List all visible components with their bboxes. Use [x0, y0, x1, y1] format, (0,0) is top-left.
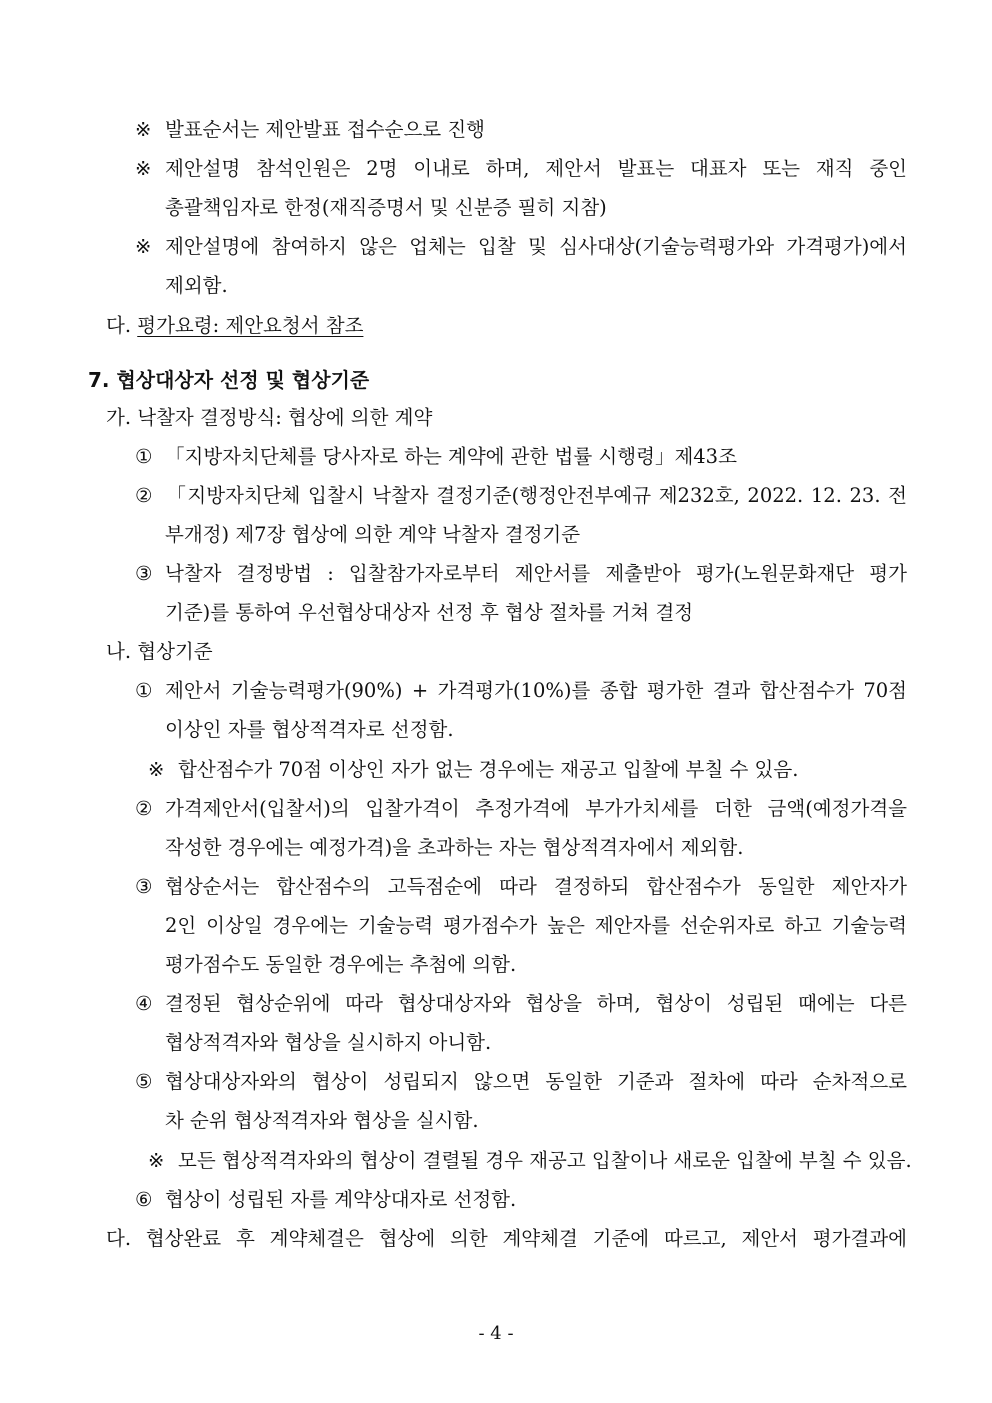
item-2-cont: 부개정) 제7장 협상에 의한 계약 낙찰자 결정기준 [165, 523, 581, 546]
note-presentation-order [135, 116, 485, 144]
reference-mark: ※ [148, 758, 165, 781]
page-number: - 4 - [478, 1323, 514, 1344]
note-text: 합산점수가 70점 이상인 자가 없는 경우에는 재공고 입찰에 부칠 수 있음. [178, 758, 799, 781]
item-text: 「지방자치단체 입찰시 낙찰자 결정기준(행정안전부예규 제232호, 2022. 12. 23. 전 [165, 484, 907, 507]
note-attendees-cont [165, 194, 607, 222]
subsection-prefix: 다. [106, 314, 138, 337]
item-text: 낙찰자 결정방법 : 입찰참가자로부터 제안서를 제출받아 평가(노원문화재단 평가 [165, 562, 907, 585]
item-number: ② [135, 797, 153, 820]
item-number: ③ [135, 875, 153, 898]
reference-mark: ※ [135, 118, 152, 141]
note-text: 제안설명 참석인원은 2명 이내로 하며, 제안서 발표는 대표자 또는 재직 중인 [165, 157, 907, 180]
criteria-3 [135, 873, 907, 901]
criteria-3-cont: 2인 이상일 경우에는 기술능력 평가점수가 높은 제안자를 선순위자로 하고 기술능력 [165, 914, 907, 937]
subsection-contract-conclusion: 다. 협상완료 후 계약체결은 협상에 의한 계약체결 기준에 따르고, 제안서 평가결과에 [106, 1227, 907, 1250]
criteria-6 [135, 1186, 516, 1214]
item-text: 가격제안서(입찰서)의 입찰가격이 추정가격에 부가가치세를 더한 금액(예정가격을 [165, 797, 907, 820]
item-text: 「지방자치단체를 당사자로 하는 계약에 관한 법률 시행령」제43조 [165, 445, 737, 468]
evaluation-reference: 평가요령: 제안요청서 참조 [137, 314, 364, 337]
subsection-negotiation-criteria: 나. 협상기준 [106, 640, 213, 663]
reference-mark: ※ [148, 1149, 165, 1172]
criteria-2-cont: 작성한 경우에는 예정가격)을 초과하는 자는 협상적격자에서 제외함. [165, 836, 744, 859]
criteria-4-cont: 협상적격자와 협상을 실시하지 아니함. [165, 1031, 492, 1054]
criteria-5 [135, 1068, 907, 1096]
criteria-1-cont: 이상인 자를 협상적격자로 선정함. [165, 718, 454, 741]
item-3-cont: 기준)를 통하여 우선협상대상자 선정 후 협상 절차를 거쳐 결정 [165, 601, 694, 624]
criteria-5-cont: 차 순위 협상적격자와 협상을 실시함. [165, 1109, 479, 1132]
item-number: ④ [135, 992, 153, 1015]
item-text: 결정된 협상순위에 따라 협상대상자와 협상을 하며, 협상이 성립된 때에는 다른 [165, 992, 907, 1015]
note-exclusion-cont [165, 272, 228, 300]
criteria-4 [135, 990, 907, 1018]
section-heading-7: 7. 협상대상자 선정 및 협상기준 [88, 368, 370, 392]
criteria-note-reannounce [148, 756, 798, 784]
note-text: 제외함. [165, 274, 228, 297]
note-text: 모든 협상적격자와의 협상이 결렬될 경우 재공고 입찰이나 새로운 입찰에 부칠 수 있음. [178, 1149, 912, 1172]
item-text: 제안서 기술능력평가(90%) + 가격평가(10%)를 종합 평가한 결과 합산점수가 70점 [165, 679, 907, 702]
note-attendees [135, 155, 907, 183]
item-number: ⑥ [135, 1188, 153, 1211]
criteria-3-cont2: 평가점수도 동일한 경우에는 추첨에 의함. [165, 953, 517, 976]
criteria-2 [135, 795, 907, 823]
item-1 [135, 443, 737, 471]
item-text: 협상대상자와의 협상이 성립되지 않으면 동일한 기준과 절차에 따라 순차적으로 [165, 1070, 907, 1093]
item-number: ⑤ [135, 1070, 153, 1093]
item-2 [135, 482, 907, 510]
note-text: 총괄책임자로 한정(재직증명서 및 신분증 필히 지참) [165, 196, 607, 219]
subsection-evaluation [106, 312, 363, 340]
criteria-note-breakdown [148, 1147, 912, 1175]
note-text: 제안설명에 참여하지 않은 업체는 입찰 및 심사대상(기술능력평가와 가격평가)에서 [165, 235, 907, 258]
reference-mark: ※ [135, 235, 152, 258]
subsection-award-method: 가. 낙찰자 결정방식: 협상에 의한 계약 [106, 406, 433, 429]
item-text: 협상이 성립된 자를 계약상대자로 선정함. [165, 1188, 517, 1211]
item-text: 협상순서는 합산점수의 고득점순에 따라 결정하되 합산점수가 동일한 제안자가 [165, 875, 907, 898]
reference-mark: ※ [135, 157, 152, 180]
note-exclusion [135, 233, 907, 261]
item-number: ① [135, 445, 153, 468]
criteria-1 [135, 677, 907, 705]
item-number: ① [135, 679, 153, 702]
note-text: 발표순서는 제안발표 접수순으로 진행 [165, 118, 485, 141]
item-number: ② [135, 484, 153, 507]
item-number: ③ [135, 562, 153, 585]
item-3 [135, 560, 907, 588]
